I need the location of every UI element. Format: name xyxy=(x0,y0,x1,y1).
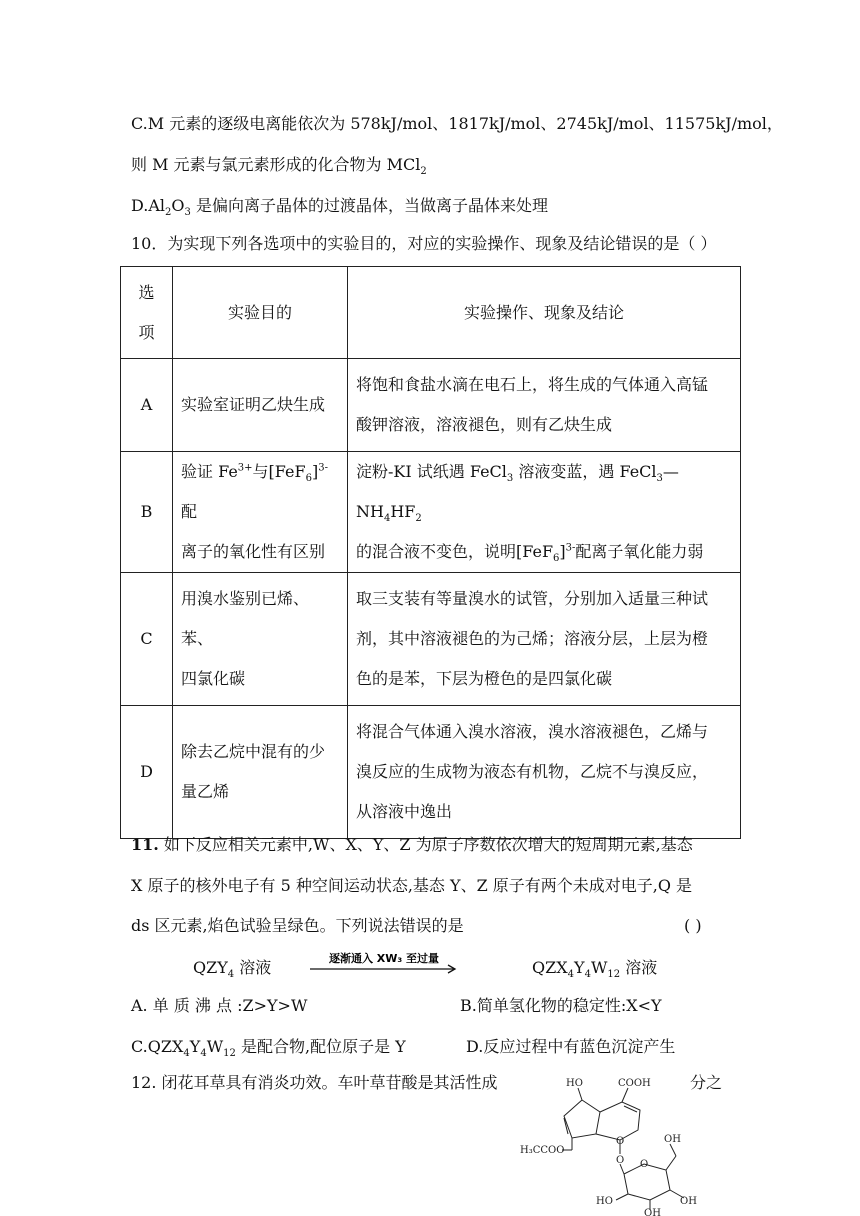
row-purpose: 用溴水鉴别已烯、苯、 四氯化碳 xyxy=(173,573,348,706)
q11-option-d: D.反应过程中有蓝色沉淀产生 xyxy=(466,1037,676,1056)
row-purpose: 实验室证明乙炔生成 xyxy=(173,359,348,452)
reaction-arrow xyxy=(308,951,460,981)
q11-answer-paren: ( ) xyxy=(684,916,702,935)
row-procedure: 取三支装有等量溴水的试管，分别加入适量三种试 剂，其中溶液褪色的为己烯；溶液分层，上层为橙 色的是苯，下层为橙色的是四氯化碳 xyxy=(348,573,741,706)
molecule-labels xyxy=(520,1078,697,1216)
q12-stem: 12. 闭花耳草具有消炎功效。车叶草苷酸是其活性成 xyxy=(131,1073,498,1092)
table-row xyxy=(121,452,741,573)
label-ho-top: HO xyxy=(566,1078,583,1089)
q9-option-d: $D.Al_2O_3$ 是偏向离子晶体的过渡晶体，当做离子晶体来处理 xyxy=(131,196,548,219)
header-option: 选 项 xyxy=(121,267,173,359)
label-ho-bottom-left: HO xyxy=(596,1196,613,1207)
table-row xyxy=(121,706,741,839)
row-procedure: 将饱和食盐水滴在电石上，将生成的气体通入高锰 酸钾溶液，溶液褪色，则有乙炔生成 xyxy=(348,359,741,452)
label-oh-bottom: OH xyxy=(644,1208,661,1216)
label-ring-o2: O xyxy=(616,1155,625,1166)
row-procedure: 将混合气体通入溴水溶液，溴水溶液褪色，乙烯与 溴反应的生成物为液态有机物，乙烷不与溴反应， 从溶液中逸出 xyxy=(348,706,741,839)
table-header-row xyxy=(121,267,741,359)
label-ring-o3: O xyxy=(640,1159,649,1170)
row-purpose: 验证 $Fe^{3+}$与$[FeF_6]^{3-}$配 离子的氧化性有区别 xyxy=(173,452,348,573)
q11-stem-line2: X 原子的核外电子有 5 种空间运动状态,基态 Y、Z 原子有两个未成对电子,Q 是 xyxy=(131,876,693,895)
row-procedure: 淀粉-KI 试纸遇 FeCl$_3$ 溶液变蓝，遇 $FeCl_3—NH_4HF_2$ 的混合液不变色，说明$[FeF_6]^{3-}$配离子氧化能力弱 xyxy=(348,452,741,573)
header-purpose: 实验目的 xyxy=(173,267,348,359)
q11-stem-line3: ds 区元素,焰色试验呈绿色。下列说法错误的是 xyxy=(131,916,464,935)
q12-stem-continued: 分之 xyxy=(690,1073,723,1092)
q11-option-c: $C.QZX_4Y_4W_{12}$ 是配合物,配位原子是 Y xyxy=(131,1037,406,1060)
q11-option-b: B.简单氢化物的稳定性:X<Y xyxy=(460,996,662,1015)
arrow-label: 逐渐通入 XW₃ 至过量 xyxy=(328,952,440,965)
row-option: A xyxy=(121,359,173,452)
reaction-product: $QZX_4Y_4W_{12}$ 溶液 xyxy=(532,958,658,981)
label-ester: H₃CCOO xyxy=(520,1145,565,1156)
row-option: B xyxy=(121,452,173,573)
asperulosidic-acid-structure xyxy=(520,1072,723,1216)
q11-stem-line1: 11. 如下反应相关元素中,W、X、Y、Z 为原子序数依次增大的短周期元素,基态 xyxy=(131,835,693,854)
q9-option-c-line1: C.M 元素的逐级电离能依次为 578kJ/mol、1817kJ/mol、2745kJ/mol、11575kJ/mol， xyxy=(131,114,783,133)
label-ring-o1: O xyxy=(616,1136,625,1147)
q11-option-a: A. 单 质 沸 点 :Z>Y>W xyxy=(131,996,308,1015)
q10-table xyxy=(120,266,741,839)
q10-stem: 10．为实现下列各选项中的实验目的，对应的实验操作、现象及结论错误的是（ ） xyxy=(131,234,717,253)
row-option: C xyxy=(121,573,173,706)
molecule-bonds xyxy=(562,1088,684,1210)
row-purpose: 除去乙烷中混有的少 量乙烯 xyxy=(173,706,348,839)
label-oh-bottom-right: OH xyxy=(680,1196,697,1207)
table-row xyxy=(121,573,741,706)
label-cooh: COOH xyxy=(618,1078,651,1089)
label-oh-right: OH xyxy=(664,1134,681,1145)
reaction-reactant: $QZY_4$ 溶液 xyxy=(193,958,272,981)
row-option: D xyxy=(121,706,173,839)
header-procedure: 实验操作、现象及结论 xyxy=(348,267,741,359)
table-row xyxy=(121,359,741,452)
q9-option-c-line2: 则 M 元素与氯元素形成的化合物为 MCl$_2$ xyxy=(131,155,427,178)
